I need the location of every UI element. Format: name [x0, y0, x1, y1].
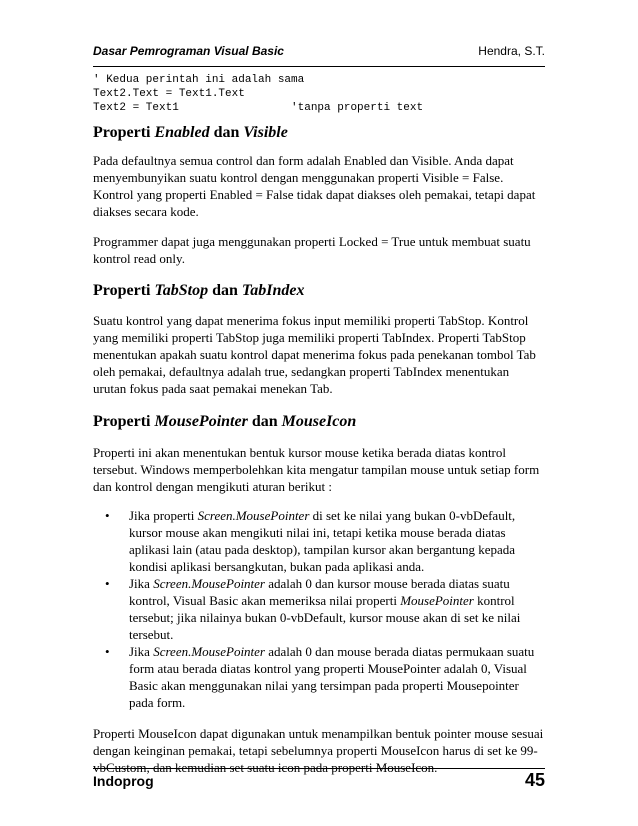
list-item: • Jika Screen.MousePointer adalah 0 dan kursor mouse berada diatas suatu kontrol, Visual Basic akan memeriksa nilai properti MousePointer kontrol tersebut; jika nilainya bukan 0-vbDefault, kursor mouse akan di set ke nilai tersebut. — [129, 575, 545, 643]
heading-prefix: Properti — [93, 413, 155, 430]
heading-term: TabStop — [154, 282, 209, 299]
code-line: ' Kedua perintah ini adalah sama — [93, 74, 305, 86]
code-line: Text2 = Text1 'tanpa properti text — [93, 102, 424, 114]
header-title: Dasar Pemrograman Visual Basic — [93, 44, 284, 58]
list-item: • Jika Screen.MousePointer adalah 0 dan mouse berada diatas permukaan suatu form atau berada diatas kontrol yang properti MousePointer adalah 0, Visual Basic akan menggunakan nilai yang tersimpan pada properti Mousepointer pada form. — [129, 643, 545, 711]
list-item: • Jika properti Screen.MousePointer di set ke nilai yang bukan 0-vbDefault, kursor mouse akan mengikuti nilai ini, tetapi ketika mouse berada diatas aplikasi lain (atau pada desktop), tampilan kursor akan bergantung kepada kondisi aplikasi bersangkutan, bukan pada aplikasi anda. — [129, 507, 545, 575]
heading-term: Enabled — [154, 124, 210, 141]
heading-term: MousePointer — [154, 413, 248, 430]
page-content — [93, 73, 545, 776]
heading-enabled-visible — [93, 123, 545, 143]
heading-prefix: Properti — [93, 124, 155, 141]
header-rule — [93, 66, 545, 67]
paragraph: Programmer dapat juga menggunakan properti Locked = True untuk membuat suatu kontrol read only. — [93, 234, 531, 266]
heading-joiner: dan — [208, 282, 242, 299]
heading-term: Visible — [243, 124, 288, 141]
paragraph: Properti MouseIcon dapat digunakan untuk menampilkan bentuk pointer mouse sesuai dengan keinginan pemakai, tetapi sebelumnya properti MouseIcon harus di set ke 99-vbCustom, dan kemudian set suatu icon pada properti MouseIcon. — [93, 726, 544, 775]
paragraph: Suatu kontrol yang dapat menerima fokus input memiliki properti TabStop. Kontrol yang memiliki properti TabStop juga memiliki properti TabIndex. Properti TabStop menentukan apakah suatu kontrol dapat menerima fokus pada penekanan tombol Tab oleh pemakai, defaultnya adalah true, sedangkan properti TabIndex menentukan urutan fokus pada saat pemakai menekan Tab. — [93, 313, 536, 396]
code-block — [93, 73, 545, 115]
paragraph: Properti ini akan menentukan bentuk kursor mouse ketika berada diatas kontrol tersebut. Windows memperbolehkan kita mengatur tampilan mouse untuk setiap form dan kontrol dengan mengikuti aturan berikut : — [93, 445, 540, 494]
heading-prefix: Properti — [93, 282, 155, 299]
footer-publisher: Indoprog — [93, 773, 154, 789]
code-line: Text2.Text = Text1.Text — [93, 88, 245, 100]
paragraph: Pada defaultnya semua control dan form adalah Enabled dan Visible. Anda dapat menyembunyikan suatu kontrol dengan menggunakan properti Visible = False. Kontrol yang properti Enabled = False tidak dapat diakses oleh pemakai, tetapi dapat diakses secara kode. — [93, 153, 536, 219]
heading-term: TabIndex — [241, 282, 305, 299]
footer-rule — [93, 768, 545, 769]
heading-joiner: dan — [247, 413, 282, 430]
heading-tabstop-tabindex — [93, 281, 545, 301]
heading-term: MouseIcon — [281, 413, 357, 430]
heading-mousepointer-mouseicon — [93, 412, 545, 432]
heading-joiner: dan — [209, 124, 244, 141]
bullet-list — [93, 507, 545, 711]
header-author: Hendra, S.T. — [478, 44, 545, 58]
page-number: 45 — [524, 770, 545, 790]
